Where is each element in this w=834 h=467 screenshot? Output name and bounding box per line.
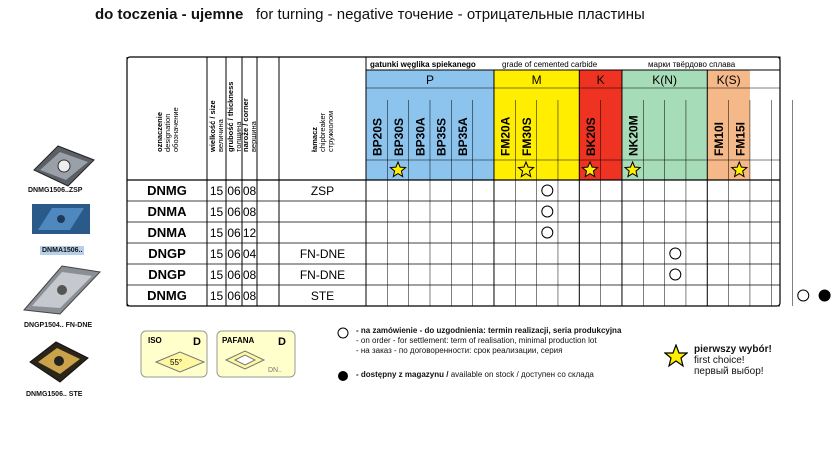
thumb-label-dnma: DNMA1506.. xyxy=(42,247,83,254)
row-corner: 08 xyxy=(242,289,257,303)
on-order-mark xyxy=(670,248,681,259)
iso-angle: 55° xyxy=(170,358,183,367)
on-order-mark xyxy=(798,290,809,301)
thickness-header-0: grubość / thickness xyxy=(226,81,235,152)
thickness-header-1: толщина xyxy=(234,121,243,152)
grade-label: BP35S xyxy=(434,117,449,156)
legend-order-ru: - на заказ - по договоренности: срок реализации, серия xyxy=(356,346,563,355)
row-size: 15 xyxy=(209,268,224,282)
group-label-0: P xyxy=(425,73,434,87)
grades-header-pl: gatunki węglika spiekanego xyxy=(370,60,476,69)
group-label-3: K(N) xyxy=(652,73,677,87)
star-icon xyxy=(664,344,688,368)
row-chipbreaker: STE xyxy=(310,289,335,303)
on-order-mark xyxy=(542,185,553,196)
legend-first-choice xyxy=(694,344,772,377)
corner-header-1: вершина xyxy=(249,121,258,152)
row-size: 15 xyxy=(209,226,224,240)
open-circle-icon xyxy=(336,326,350,340)
legend-stock-en: available on stock / xyxy=(450,370,519,379)
row-chipbreaker: FN-DNE xyxy=(299,268,346,282)
filled-circle-icon xyxy=(336,369,350,383)
legend-stock-pl: - dostępny z magazynu / xyxy=(356,370,449,379)
first-choice-en: first choice! xyxy=(694,355,745,366)
grade-label: BK20S xyxy=(583,117,598,156)
size-header-1: величина xyxy=(216,119,225,152)
row-size: 15 xyxy=(209,289,224,303)
row-thickness: 06 xyxy=(227,247,241,261)
grades-header-en: grade of cemented carbide xyxy=(502,60,598,69)
row-designation: DNGP xyxy=(148,267,186,282)
on-order-mark xyxy=(670,269,681,280)
row-chipbreaker: ZSP xyxy=(310,184,335,198)
insert-ste-icon xyxy=(26,338,92,386)
row-designation: DNMG xyxy=(147,183,187,198)
row-designation: DNMA xyxy=(147,225,187,240)
on-order-mark xyxy=(542,206,553,217)
legend-order-pl: - na zamówienie - do uzgodnienia: termin realizacji, seria produkcyjna xyxy=(356,326,622,335)
iso-label: ISO xyxy=(148,336,162,345)
on-order-mark xyxy=(542,227,553,238)
row-size: 15 xyxy=(209,205,224,219)
first-choice-ru: первый выбор! xyxy=(694,366,764,377)
chipbreaker-header-1: chipbreaker xyxy=(318,112,327,152)
grade-label: FM15I xyxy=(733,121,748,156)
row-thickness: 06 xyxy=(227,268,241,282)
row-designation: DNMA xyxy=(147,204,187,219)
row-designation: DNGP xyxy=(148,246,186,261)
grade-label: BP20S xyxy=(370,117,385,156)
chipbreaker-header-2: стружколом xyxy=(326,110,335,152)
designation-header-0: oznaczenie xyxy=(155,111,164,152)
iso-pafana-box xyxy=(140,330,300,380)
first-choice-pl: pierwszy wybór! xyxy=(694,344,772,355)
thumb-label-ste: DNMG1506.. STE xyxy=(26,391,83,398)
row-thickness: 06 xyxy=(227,205,241,219)
grades-header-ru: марки твёрдово сплава xyxy=(648,60,736,69)
pafana-letter: D xyxy=(278,336,286,348)
row-size: 15 xyxy=(209,184,224,198)
grade-label: FM30S xyxy=(519,117,534,156)
group-label-1: M xyxy=(531,73,542,87)
grade-label: BP30A xyxy=(413,117,428,156)
row-corner: 08 xyxy=(242,268,257,282)
legend-order xyxy=(356,326,621,356)
row-size: 15 xyxy=(209,247,224,261)
row-thickness: 06 xyxy=(227,226,241,240)
grade-label: BP35A xyxy=(455,117,470,156)
group-label-2: K xyxy=(596,73,605,87)
grade-label: BP30S xyxy=(391,117,406,156)
size-header-0: wielkość / size xyxy=(208,100,217,152)
pafana-code: DN.. xyxy=(268,367,282,374)
designation-header-2: обозначение xyxy=(171,107,180,152)
grade-label: FM20A xyxy=(498,116,513,156)
row-corner: 04 xyxy=(242,247,257,261)
row-thickness: 06 xyxy=(227,184,241,198)
designation-header-1: designation xyxy=(163,113,172,152)
title-bold: do toczenia - ujemne xyxy=(95,6,244,23)
legend-order-en: - on order - for settlement: term of realisation, minimal production lot xyxy=(356,336,597,345)
legend-stock-ru: доступен со склада xyxy=(520,370,594,379)
row-designation: DNMG xyxy=(147,288,187,303)
thumb-label-zsp: DNMG1506..ZSP xyxy=(28,187,83,194)
grade-label: NK20M xyxy=(626,115,641,156)
row-corner: 08 xyxy=(242,184,257,198)
row-corner: 12 xyxy=(242,226,257,240)
row-corner: 08 xyxy=(242,205,257,219)
available-mark xyxy=(819,290,830,301)
iso-letter: D xyxy=(193,336,201,348)
title-rest: for turning - negative точение - отрицательные пластины xyxy=(255,6,645,23)
row-chipbreaker: FN-DNE xyxy=(299,247,346,261)
grade-label: FM10I xyxy=(711,121,726,156)
legend-stock xyxy=(356,370,594,380)
pafana-label: PAFANA xyxy=(222,336,255,345)
corner-header-0: naroże / corner xyxy=(241,98,250,152)
group-label-4: K(S) xyxy=(716,73,741,87)
row-thickness: 06 xyxy=(227,289,241,303)
thumb-label-dngp: DNGP1504.. FN-DNE xyxy=(24,322,93,329)
chipbreaker-header-0: łamacz xyxy=(310,126,319,152)
